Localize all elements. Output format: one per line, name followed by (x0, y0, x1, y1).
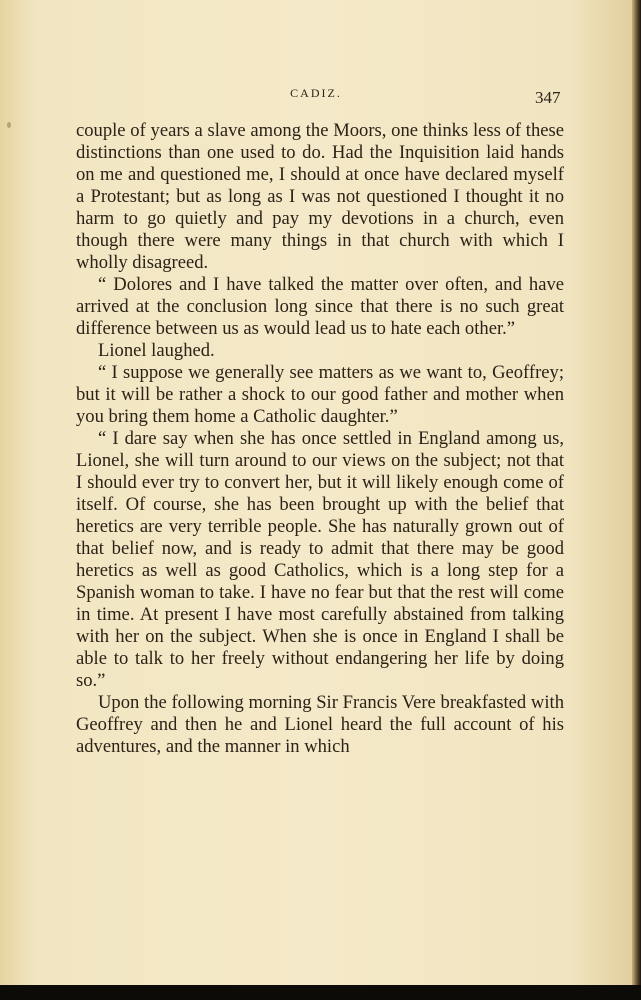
paragraph: Upon the following morning Sir Francis Vere breakfasted with Geoffrey and then he and Lionel heard the full account of his adventures, and the manner in which (76, 692, 564, 757)
body-text (76, 120, 564, 758)
paragraph: “ I dare say when she has once settled in England among us, Lionel, she will turn around to our views on the subject; not that I should ever try to convert her, but it will likely enough come of itself. Of course, she has been brought up with the belief that heretics are very terrible people. She has naturally grown out of that belief now, and is ready to admit that there may be good heretics as well as good Catholics, which is a long step for a Spanish woman to take. I have no fear but that the rest will come in time. At present I have most carefully abstained from talking with her on the subject. When she is once in England I shall be able to talk to her freely without endangering her life by doing so.” (76, 428, 564, 691)
paragraph: “ I suppose we generally see matters as we want to, Geoffrey; but it will be rather a shock to our good father and mother when you bring them home a Catholic daughter.” (76, 362, 564, 427)
running-title: CADIZ. (290, 86, 342, 100)
scan-border (0, 985, 641, 1000)
paragraph: couple of years a slave among the Moors, one thinks less of these distinctions than one used to do. Had the Inquisition laid hands on me and questioned me, I should at once have declared myself a Protestant; but as long as I was not questioned I thought it no harm to go quietly and pay my devotions in a church, even though there were many things in that church with which I wholly disagreed. (76, 120, 564, 273)
paper-speck (7, 122, 11, 128)
paragraph: “ Dolores and I have talked the matter over often, and have arrived at the conclusion long since that there is no such great difference between us as would lead us to hate each other.” (76, 274, 564, 339)
page-edge-shadow (632, 0, 641, 985)
page-number: 347 (535, 88, 561, 107)
paragraph: Lionel laughed. (98, 340, 215, 361)
